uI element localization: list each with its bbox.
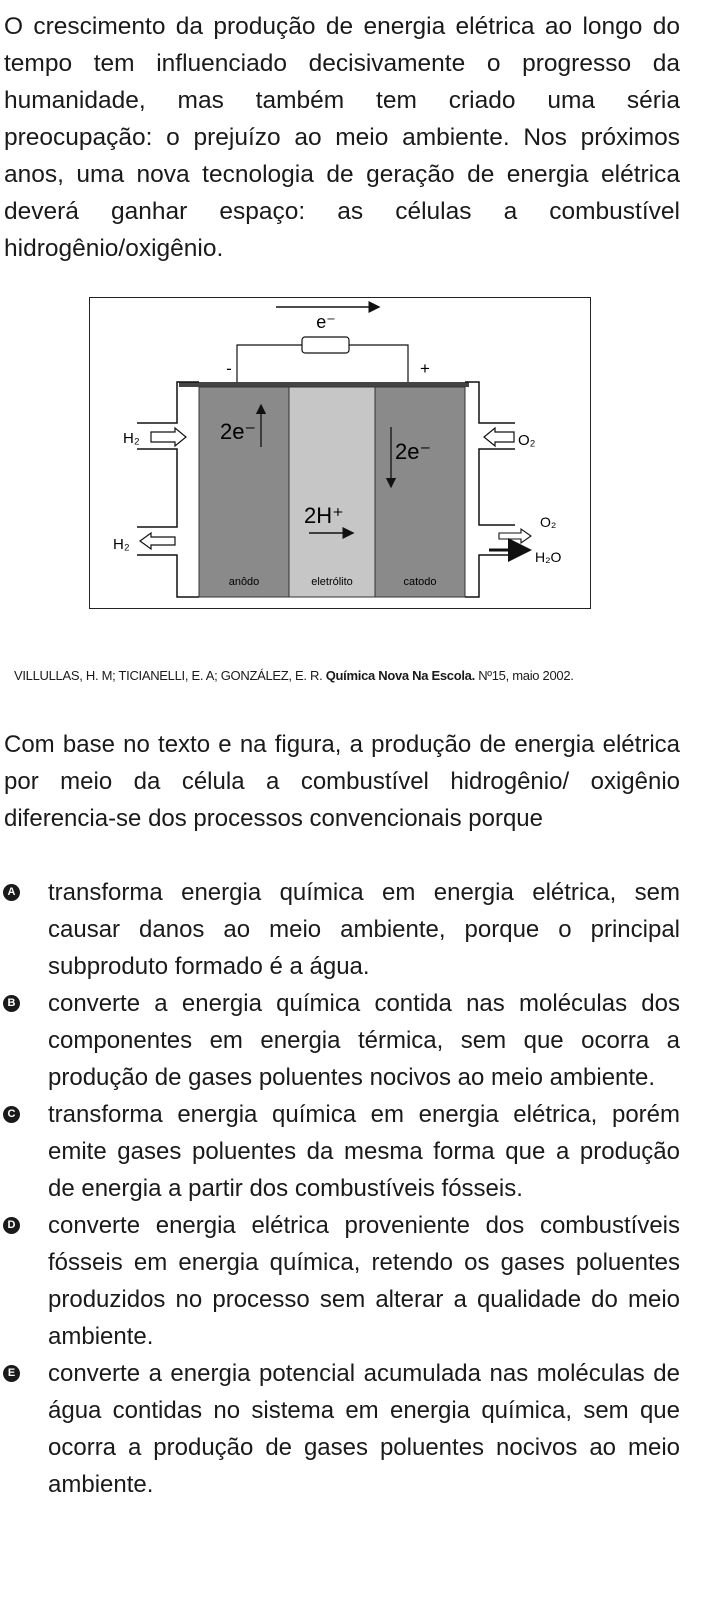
resistor [302, 337, 349, 353]
citation [14, 668, 694, 683]
option-b[interactable] [0, 985, 680, 1096]
proton-label: 2H⁺ [304, 503, 344, 528]
electrolyte-compartment [289, 387, 375, 597]
plus-sign: + [420, 359, 430, 378]
anode-electrons: 2e⁻ [220, 419, 257, 444]
citation-issue: Nº15, maio 2002. [478, 668, 574, 683]
option-text: transforma energia química em energia elétrica, porém emite gases poluentes da mesma forma que a produção de energia a partir dos combustíveis fósseis. [48, 1101, 680, 1202]
electron-label: e⁻ [316, 312, 336, 332]
option-letter-badge: E [3, 1365, 20, 1382]
o2-out-label: O₂ [540, 514, 557, 530]
citation-authors: VILLULLAS, H. M; TICIANELLI, E. A; GONZÁLEZ, E. R. [14, 668, 323, 683]
option-d[interactable] [0, 1207, 680, 1355]
o2-in-label: O₂ [518, 432, 536, 449]
h2-out-label: H₂ [113, 536, 130, 553]
option-letter-badge: C [3, 1106, 20, 1123]
fuel-cell-diagram [89, 297, 591, 609]
cathode-electrons: 2e⁻ [395, 439, 432, 464]
option-a[interactable] [0, 874, 680, 985]
anode-label: anôdo [228, 576, 260, 588]
h2-in-label: H₂ [123, 430, 140, 447]
fuel-cell-figure [89, 297, 591, 609]
citation-journal: Química Nova Na Escola. [325, 668, 475, 683]
answer-options [0, 874, 680, 1503]
option-e[interactable] [0, 1355, 680, 1503]
option-letter-badge: D [3, 1217, 20, 1234]
option-c[interactable] [0, 1096, 680, 1207]
option-text: converte a energia potencial acumulada nas moléculas de água contidas no sistema em energia química, sem que ocorra a produção de gases poluentes nocivos ao meio ambiente. [48, 1360, 680, 1498]
option-text: converte a energia química contida nas moléculas dos componentes em energia térmica, sem que ocorra a produção de gases poluentes nocivos ao meio ambiente. [48, 990, 680, 1091]
minus-sign: - [226, 359, 232, 378]
intro-paragraph: O crescimento da produção de energia elétrica ao longo do tempo tem influenciado decisivamente o progresso da humanidade, mas também tem criado uma séria preocupação: o prejuízo ao meio ambiente. Nos próximos anos, uma nova tecnologia de geração de energia elétrica deverá ganhar espaço: as células a combustível hidrogênio/oxigênio. [4, 13, 680, 262]
option-text: converte energia elétrica proveniente dos combustíveis fósseis em energia química, retendo os gases poluentes produzidos no processo sem alterar a qualidade do meio ambiente. [48, 1212, 680, 1350]
electrolyte-label: eletrólito [311, 576, 353, 588]
h2o-out-label: H₂O [535, 549, 562, 565]
question-stem: Com base no texto e na figura, a produção de energia elétrica por meio da célula a combustível hidrogênio/ oxigênio diferencia-se dos processos convencionais porque [4, 731, 680, 832]
option-letter-badge: B [3, 995, 20, 1012]
option-letter-badge: A [3, 884, 20, 901]
cathode-compartment [375, 387, 465, 597]
cathode-label: catodo [403, 576, 437, 588]
option-text: transforma energia química em energia elétrica, sem causar danos ao meio ambiente, porque o principal subproduto formado é a água. [48, 879, 680, 980]
top-plate [179, 382, 469, 387]
